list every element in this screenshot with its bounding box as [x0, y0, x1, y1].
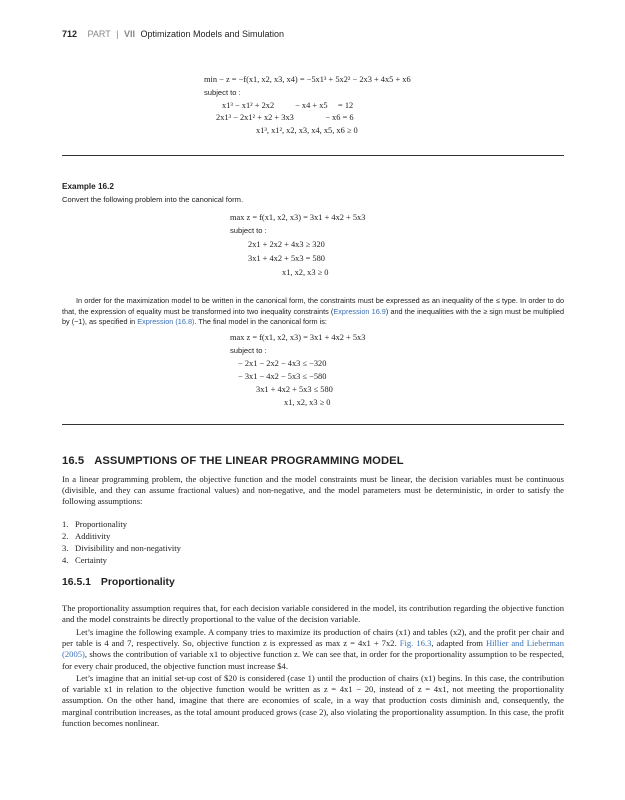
ex-model1-objective: max z = f(x1, x2, x3) = 3x1 + 4x2 + 5x3 — [230, 213, 366, 222]
link-expression-16-9[interactable]: Expression 16.9 — [333, 306, 386, 316]
header-separator: | — [116, 29, 119, 39]
proportionality-paragraph-3: Let’s imagine that an initial set-up cost of $20 is considered (case 1) until the production of chairs (x1) begins. In this case, the contribution of variable x1 in relation to the objective function would be written as z = 4x1 − 20, instead of z = 4x1, not meeting the proportionality assumption. On the other hand, imagine that there are economies of scale, in a way that production costs diminish and, consequently, the marginal contribution increases, as the total amount produced grows (case 2), also violating the proportionality assumption. In this case, the profit function becomes nonlinear. — [62, 673, 564, 728]
example-statement: Convert the following problem into the canonical form. — [62, 195, 244, 204]
section-intro: In a linear programming problem, the objective function and the model constraints must be linear, the decision variables must be continuous (divisible, and they can assume fractional values) and non-negative, and the model parameters must be deterministic, in order to satisfy the following assumptions: — [62, 474, 564, 507]
proportionality-paragraph-2 — [62, 627, 564, 672]
section-heading — [62, 455, 404, 467]
list-item-label: Additivity — [75, 531, 111, 541]
subsection-title: Proportionality — [100, 577, 175, 588]
running-header — [62, 29, 284, 39]
list-item — [62, 518, 181, 530]
link-expression-16-8[interactable]: Expression (16.8) — [137, 317, 195, 327]
example-bottom-rule — [62, 424, 564, 425]
list-item — [62, 542, 181, 554]
ex-model2-subject-to: subject to : — [230, 346, 267, 355]
list-item-label: Divisibility and non-negativity — [75, 543, 181, 553]
example-title: Example 16.2 — [62, 182, 114, 191]
p2-text-b: , adapted from — [431, 638, 486, 649]
top-constraint-2: 2x1³ − 2x1² + x2 + 3x3 − x6 = 6 — [216, 113, 354, 122]
subsection-heading — [62, 577, 175, 588]
list-item-number: 2. — [62, 531, 69, 541]
header-title: Optimization Models and Simulation — [140, 29, 285, 39]
ex-para-text-1: In order for the maximization model to be written in the canonical form, the constraints must be expressed as an inequality of the ≤ type. In order to do that, the expression of equality must be transformed into two inequality constraints ( — [62, 296, 564, 316]
ex-model1-constraint-2: 3x1 + 4x2 + 5x3 = 580 — [248, 254, 325, 263]
list-item — [62, 554, 181, 566]
ex-model2-objective: max z = f(x1, x2, x3) = 3x1 + 4x2 + 5x3 — [230, 333, 366, 342]
proportionality-paragraph-1: The proportionality assumption requires that, for each decision variable considered in the model, its contribution regarding the objective function and the model constraints be directly proportional to the value of the decision variable. — [62, 603, 564, 625]
list-item — [62, 530, 181, 542]
ex-model1-constraint-1: 2x1 + 2x2 + 4x3 ≥ 320 — [248, 240, 325, 249]
example-top-rule — [62, 155, 564, 156]
assumptions-list — [62, 518, 181, 566]
part-numeral: VII — [123, 29, 135, 39]
ex-model2-constraint-2: − 3x1 − 4x2 − 5x3 ≤ −580 — [238, 372, 327, 381]
section-number: 16.5 — [62, 455, 85, 467]
part-label: PART — [87, 29, 111, 39]
ex-model2-constraint-3: 3x1 + 4x2 + 5x3 ≤ 580 — [256, 385, 333, 394]
page-number: 712 — [62, 29, 78, 39]
top-constraint-3: x1³, x1², x2, x3, x4, x5, x6 ≥ 0 — [256, 126, 358, 135]
p2-text-c: , shows the contribution of variable x1 to objective function z. We can see that, in order for the proportionality assumption to be respected, for every chair produced, the objective function must increase $4. — [62, 649, 564, 671]
top-objective: min − z = −f(x1, x2, x3, x4) = −5x1³ + 5x2² − 2x3 + 4x5 + x6 — [204, 75, 411, 84]
link-fig-16-3[interactable]: Fig. 16.3 — [399, 638, 432, 649]
ex-para-text-2: ) and the inequalities with the ≥ sign must be multiplied by (−1), as specified in — [62, 306, 565, 327]
ex-para-text-3: . The final model in the canonical form is: — [194, 317, 327, 327]
section-title: ASSUMPTIONS OF THE LINEAR PROGRAMMING MODEL — [94, 455, 404, 467]
list-item-label: Certainty — [75, 555, 107, 565]
subsection-number: 16.5.1 — [62, 577, 91, 588]
ex-model2-constraint-1: − 2x1 − 2x2 − 4x3 ≤ −320 — [238, 359, 327, 368]
ex-model1-subject-to: subject to : — [230, 226, 267, 235]
ex-model2-constraint-4: x1, x2, x3 ≥ 0 — [284, 398, 331, 407]
top-subject-to: subject to : — [204, 88, 241, 97]
ex-model1-constraint-3: x1, x2, x3 ≥ 0 — [282, 268, 329, 277]
list-item-label: Proportionality — [75, 519, 128, 529]
top-constraint-1: x1³ − x1² + 2x2 − x4 + x5 = 12 — [222, 101, 354, 110]
link-hillier-lieberman[interactable]: Hillier and Lieberman (2005) — [62, 638, 564, 660]
p2-text-a: Let’s imagine the following example. A company tries to maximize its production of chairs (x1) and tables (x2), and the profit per chair and per table is 4 and 7, respectively. So, objective function z is expressed as max z = 4x1 + 7x2. — [62, 627, 564, 649]
list-item-number: 4. — [62, 555, 69, 565]
example-paragraph — [62, 296, 564, 328]
list-item-number: 1. — [62, 519, 69, 529]
list-item-number: 3. — [62, 543, 69, 553]
